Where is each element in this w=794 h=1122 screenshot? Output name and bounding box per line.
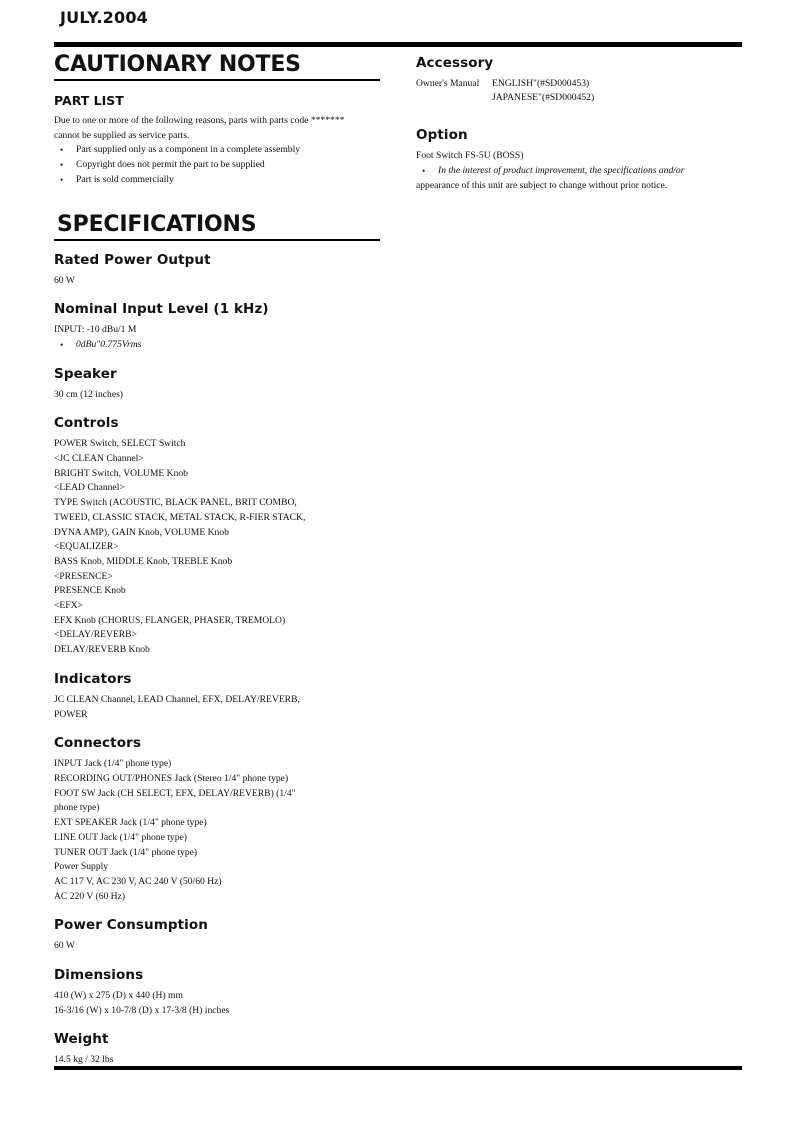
connectors-line: INPUT Jack (1/4" phone type) <box>54 758 172 770</box>
specifications-title: SPECIFICATIONS <box>54 212 380 241</box>
rated-power-heading: Rated Power Output <box>54 251 211 268</box>
controls-line: <JC CLEAN Channel> <box>54 453 144 465</box>
option-item: Foot Switch FS-5U (BOSS) <box>416 150 524 162</box>
option-note-line1: • In the interest of product improvement, the specifications and/or <box>422 164 736 179</box>
controls-line: PRESENCE Knob <box>54 585 126 597</box>
part-list-intro-line2: cannot be supplied as service parts. <box>54 129 190 141</box>
connectors-line: AC 220 V (60 Hz) <box>54 890 126 902</box>
connectors-section <box>54 735 380 904</box>
connectors-line: phone type) <box>54 802 100 814</box>
controls-line: <PRESENCE> <box>54 570 113 582</box>
controls-line: TWEED, CLASSIC STACK, METAL STACK, R-FIER STACK, <box>54 511 306 523</box>
dimensions-heading: Dimensions <box>54 967 144 984</box>
input-level-notes <box>54 338 380 353</box>
speaker-section <box>54 366 380 403</box>
controls-line: BRIGHT Switch, VOLUME Knob <box>54 467 188 479</box>
controls-line: <DELAY/REVERB> <box>54 629 137 641</box>
weight-section <box>54 1031 380 1068</box>
power-consumption-value: 60 W <box>54 940 75 952</box>
weight-value: 14.5 kg / 32 lbs <box>54 1054 114 1066</box>
controls-heading: Controls <box>54 415 119 432</box>
document-date: JULY.2004 <box>60 8 148 27</box>
input-level-note: • 0dBu"0.775Vrms <box>60 338 380 353</box>
connectors-line: TUNER OUT Jack (1/4" phone type) <box>54 846 198 858</box>
connectors-line: LINE OUT Jack (1/4" phone type) <box>54 831 187 843</box>
controls-line: POWER Switch, SELECT Switch <box>54 438 186 450</box>
part-list-bullet: • Part supplied only as a component in a complete assembly <box>60 143 380 158</box>
option-notes <box>416 164 736 179</box>
input-level-section <box>54 301 380 352</box>
controls-line: DELAY/REVERB Knob <box>54 644 150 656</box>
left-column <box>54 52 380 1081</box>
connectors-line: AC 117 V, AC 230 V, AC 240 V (50/60 Hz) <box>54 875 222 887</box>
connectors-line: EXT SPEAKER Jack (1/4" phone type) <box>54 817 207 829</box>
part-list-heading: PART LIST <box>54 93 124 108</box>
part-list-bullet: • Copyright does not permit the part to be supplied <box>60 158 380 173</box>
speaker-heading: Speaker <box>54 365 117 382</box>
controls-line: <EQUALIZER> <box>54 541 119 553</box>
connectors-heading: Connectors <box>54 735 141 752</box>
rated-power-section <box>54 252 380 289</box>
indicators-line: POWER <box>54 708 88 720</box>
accessory-line2: JAPANESE"(#SD000452) <box>492 92 595 104</box>
right-column <box>416 55 736 194</box>
weight-heading: Weight <box>54 1031 109 1048</box>
accessory-line1: ENGLISH"(#SD000453) <box>492 78 590 89</box>
controls-line: EFX Knob (CHORUS, FLANGER, PHASER, TREMOLO) <box>54 614 286 626</box>
part-list-intro <box>54 114 380 143</box>
connectors-line: RECORDING OUT/PHONES Jack (Stereo 1/4" phone type) <box>54 772 289 784</box>
cautionary-notes-title: CAUTIONARY NOTES <box>54 52 380 81</box>
rated-power-value: 60 W <box>54 274 75 286</box>
controls-line: DYNA AMP), GAIN Knob, VOLUME Knob <box>54 526 229 538</box>
input-level-heading: Nominal Input Level (1 kHz) <box>54 301 269 318</box>
accessory-heading: Accessory <box>416 55 494 71</box>
controls-line: <EFX> <box>54 600 83 612</box>
bottom-rule <box>54 1066 742 1070</box>
part-list-bullets <box>54 143 380 187</box>
dimensions-line: 16-3/16 (W) x 10-7/8 (D) x 17-3/8 (H) inches <box>54 1004 230 1016</box>
controls-line: TYPE Switch (ACOUSTIC, BLACK PANEL, BRIT COMBO, <box>54 497 297 509</box>
accessory-label: Owner's Manual <box>416 78 480 89</box>
power-consumption-section <box>54 917 380 954</box>
top-rule <box>54 42 742 47</box>
input-level-value: INPUT: -10 dBu/1 M <box>54 324 137 336</box>
dimensions-line: 410 (W) x 275 (D) x 440 (H) mm <box>54 990 183 1002</box>
connectors-line: FOOT SW Jack (CH SELECT, EFX, DELAY/REVERB) (1/4" <box>54 787 296 799</box>
option-heading: Option <box>416 127 468 144</box>
option-note-line2: appearance of this unit are subject to change without prior notice. <box>416 179 668 191</box>
accessory-row-2 <box>416 91 736 105</box>
controls-line: BASS Knob, MIDDLE Knob, TREBLE Knob <box>54 555 233 567</box>
indicators-line: JC CLEAN Channel, LEAD Channel, EFX, DELAY/REVERB, <box>54 693 300 705</box>
power-consumption-heading: Power Consumption <box>54 917 208 934</box>
dimensions-section <box>54 967 380 1018</box>
speaker-value: 30 cm (12 inches) <box>54 388 124 400</box>
indicators-heading: Indicators <box>54 670 132 687</box>
connectors-line: Power Supply <box>54 861 109 873</box>
controls-line: <LEAD Channel> <box>54 482 125 494</box>
part-list-bullet: • Part is sold commercially <box>60 173 380 188</box>
part-list-intro-line1: Due to one or more of the following reasons, parts with parts code ******* <box>54 115 345 126</box>
accessory-row <box>416 77 736 91</box>
indicators-section <box>54 671 380 722</box>
controls-section <box>54 415 380 658</box>
